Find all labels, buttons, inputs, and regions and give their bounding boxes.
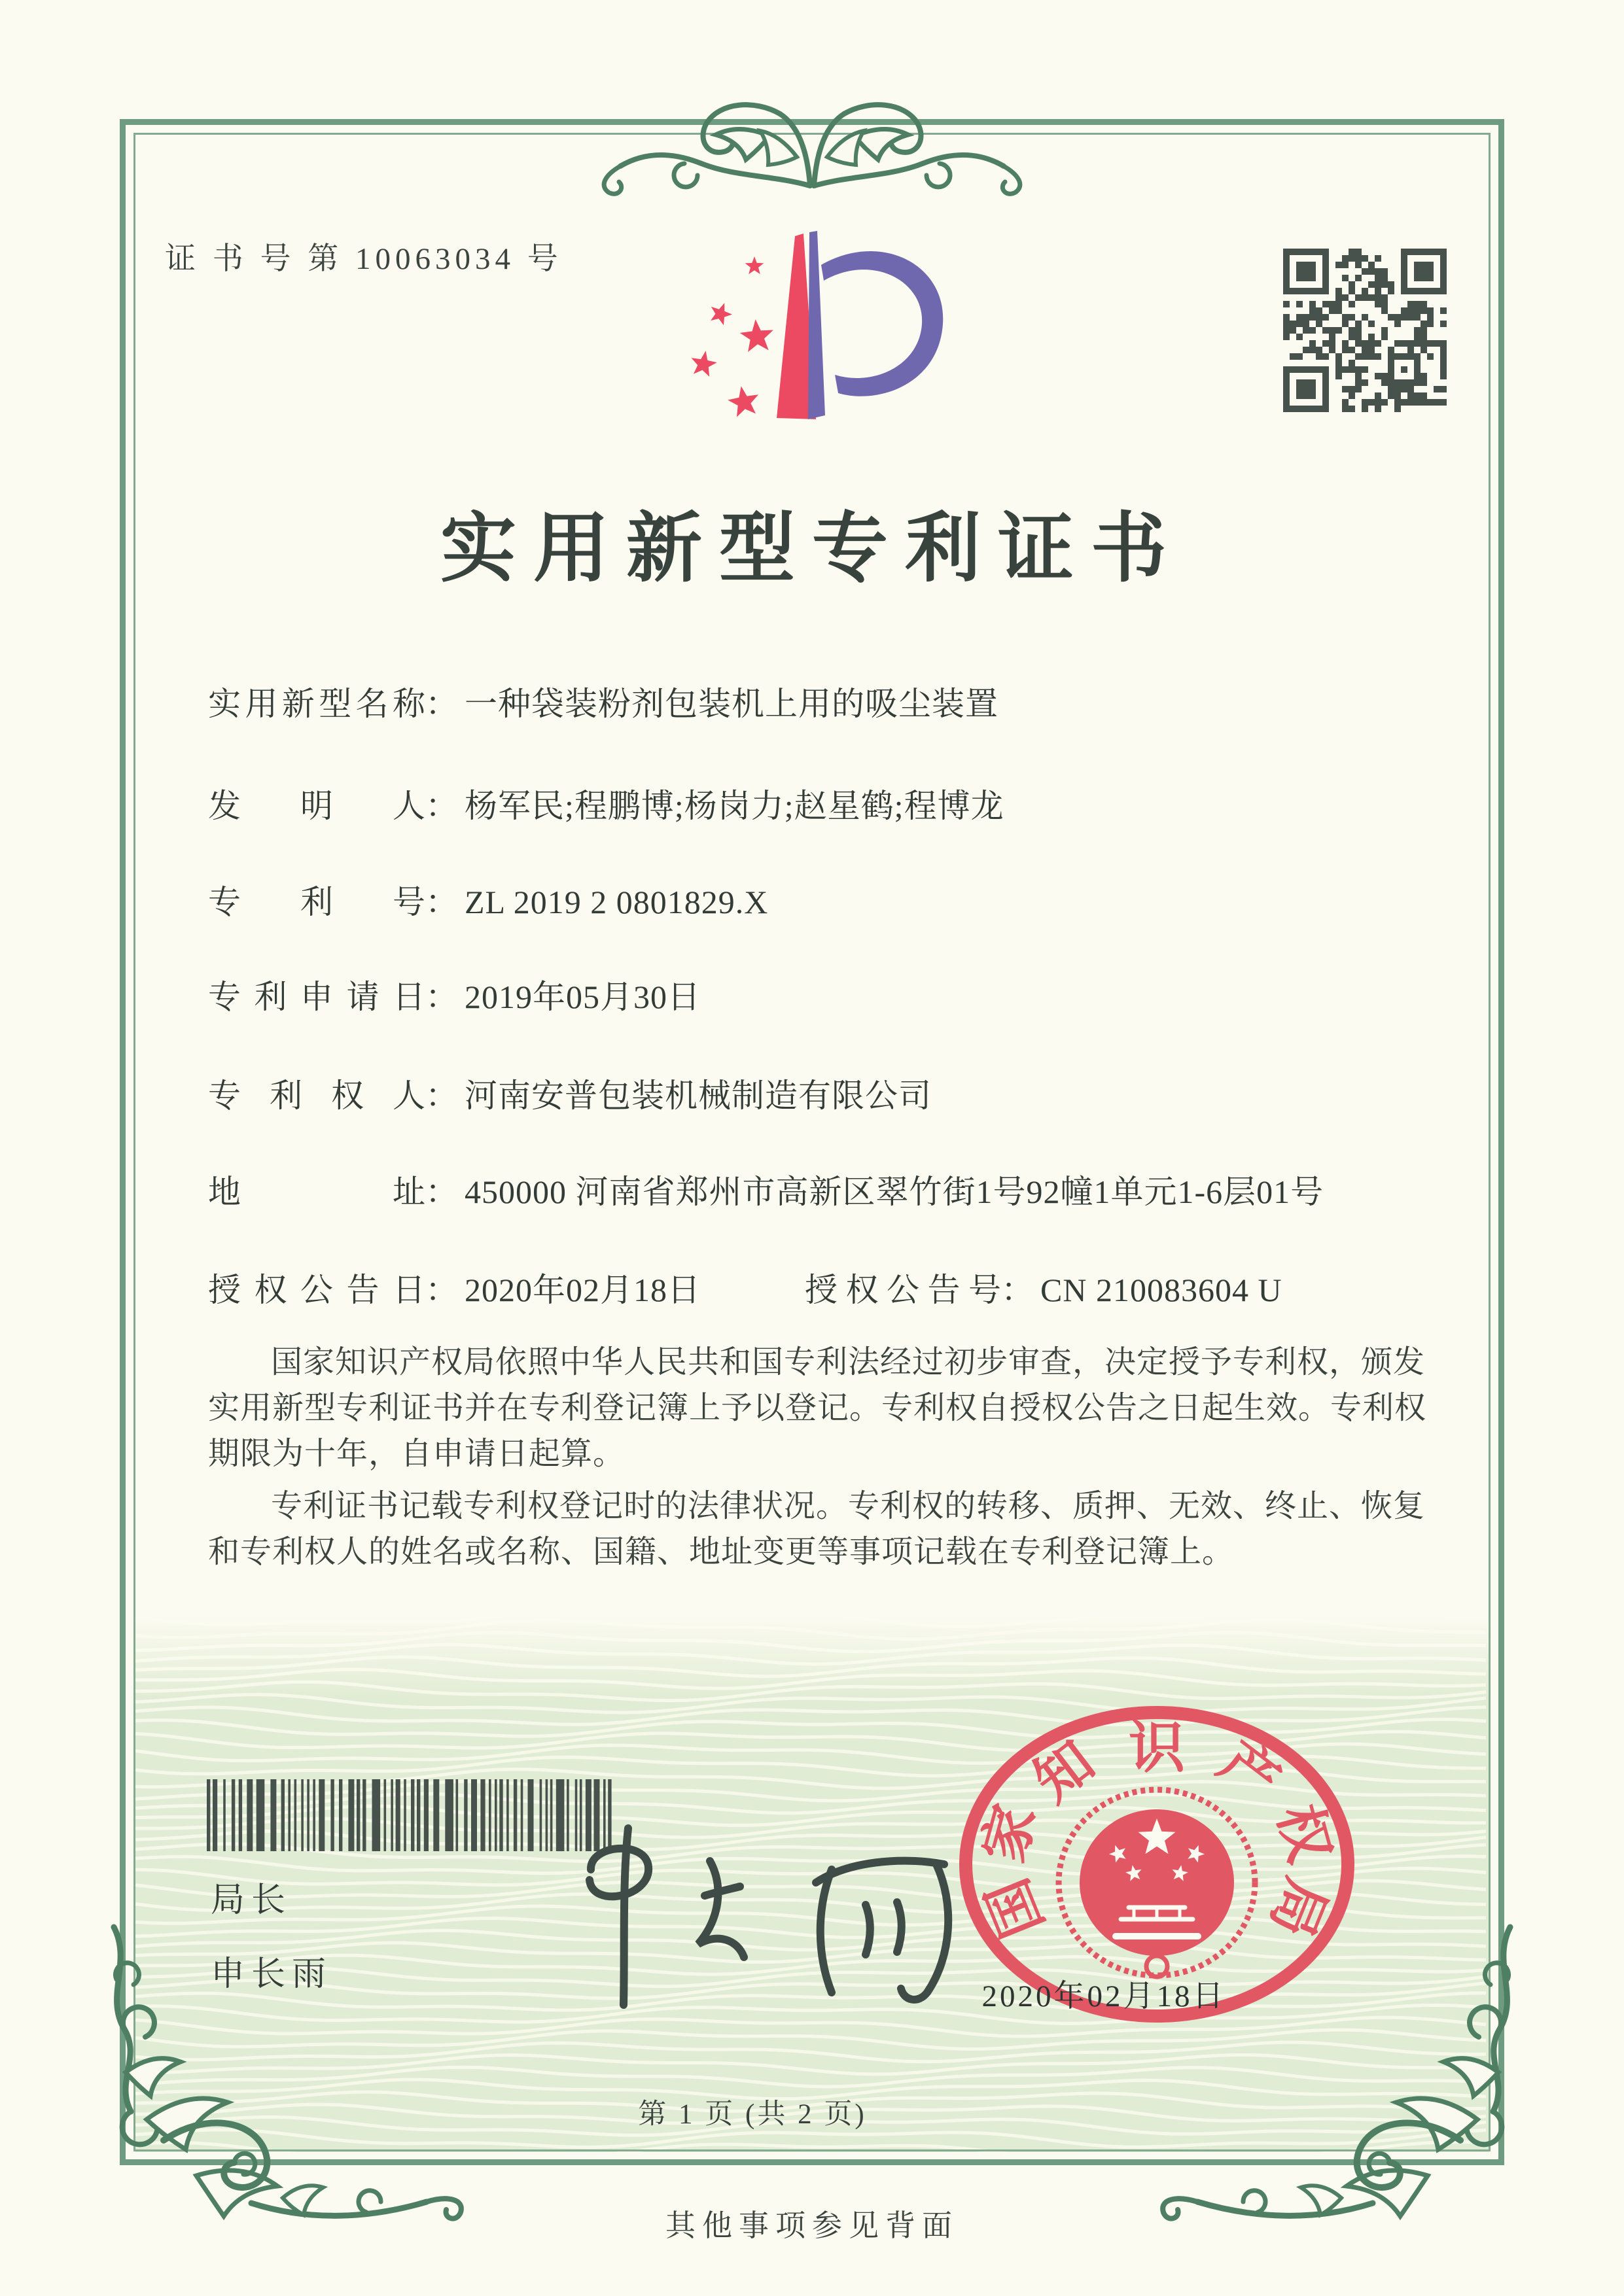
logo-p-bowl bbox=[821, 251, 943, 396]
field-row-address: 地址： 450000 河南省郑州市高新区翠竹街1号92幢1单元1-6层01号 bbox=[208, 1170, 1491, 1214]
field-row-patentee: 专利权人： 河南安普包装机械制造有限公司 bbox=[208, 1073, 1491, 1118]
svg-text:权: 权 bbox=[1266, 1798, 1342, 1870]
field-value: 2019年05月30日 bbox=[465, 979, 701, 1015]
field-value: ZL 2019 2 0801829.X bbox=[465, 884, 769, 920]
signature-handwriting bbox=[494, 1799, 998, 2047]
field-label: 实用新型名称 bbox=[208, 686, 425, 722]
svg-text:家: 家 bbox=[972, 1798, 1048, 1870]
back-side-note: 其他事项参见背面 bbox=[665, 2209, 959, 2242]
body-paragraph-2: 专利证书记载专利权登记时的法律状况。专利权的转移、质押、无效、终止、恢复和专利权人的姓名或名称、国籍、地址变更等事项记载在专利登记簿上。 bbox=[208, 1489, 1426, 1569]
field-label: 专利号 bbox=[208, 884, 425, 920]
field-row-inventors: 发明人： 杨军民;程鹏博;杨岗力;赵星鹤;程博龙 bbox=[208, 784, 1491, 828]
field-row-name: 实用新型名称： 一种袋装粉剂包装机上用的吸尘装置 bbox=[208, 682, 1491, 726]
field-value: 杨军民;程鹏博;杨岗力;赵星鹤;程博龙 bbox=[465, 788, 1004, 824]
field-value: 450000 河南省郑州市高新区翠竹街1号92幢1单元1-6层01号 bbox=[465, 1174, 1324, 1210]
field-label: 发明人 bbox=[208, 788, 425, 824]
certificate-title: 实用新型专利证书 bbox=[440, 508, 1184, 591]
field-value: 河南安普包装机械制造有限公司 bbox=[465, 1077, 932, 1114]
seal-emblem bbox=[1059, 1790, 1255, 1977]
signatory-title: 局长 bbox=[211, 1882, 292, 1919]
seal-date: 2020年02月18日 bbox=[981, 1979, 1226, 2013]
svg-text:知: 知 bbox=[1023, 1730, 1106, 1814]
field-value: 一种袋装粉剂包装机上用的吸尘装置 bbox=[465, 686, 998, 722]
field-label: 授权公告日 bbox=[208, 1272, 425, 1308]
certificate-number: 证 书 号 第 10063034 号 bbox=[165, 242, 563, 276]
cnipa-logo-icon bbox=[644, 226, 959, 442]
field-row-grant: 授权公告日： 2020年02月18日 授权公告号： CN 210083604 U bbox=[208, 1268, 1491, 1312]
field-label: 专利申请日 bbox=[208, 979, 425, 1015]
field-row-filing-date: 专利申请日： 2019年05月30日 bbox=[208, 975, 1491, 1019]
page-number: 第 1 页 (共 2 页) bbox=[638, 2099, 867, 2130]
body-paragraph-1: 国家知识产权局依照中华人民共和国专利法经过初步审查，决定授予专利权，颁发实用新型专利证书并在专利登记簿上予以登记。专利权自授权公告之日起生效。专利权期限为十年，自申请日起算。 bbox=[208, 1345, 1427, 1471]
svg-text:产: 产 bbox=[1208, 1730, 1291, 1814]
svg-text:国: 国 bbox=[976, 1870, 1055, 1946]
svg-text:局: 局 bbox=[1258, 1870, 1338, 1946]
field-value: CN 210083604 U bbox=[1040, 1272, 1282, 1308]
field-label: 地址 bbox=[208, 1174, 425, 1210]
qr-code bbox=[1283, 249, 1447, 412]
signatory-name: 申长雨 bbox=[211, 1956, 333, 1993]
field-label: 专利权人 bbox=[208, 1077, 425, 1114]
field-value: 2020年02月18日 bbox=[465, 1272, 701, 1308]
field-grant-no: 授权公告号： CN 210083604 U bbox=[805, 1268, 1282, 1312]
logo-purple-wedge bbox=[808, 231, 825, 419]
top-center-ornament bbox=[573, 73, 1051, 224]
svg-text:识: 识 bbox=[1129, 1716, 1185, 1779]
field-label: 授权公告号 bbox=[805, 1272, 1001, 1308]
field-row-patent-no: 专利号： ZL 2019 2 0801829.X bbox=[208, 880, 1491, 924]
